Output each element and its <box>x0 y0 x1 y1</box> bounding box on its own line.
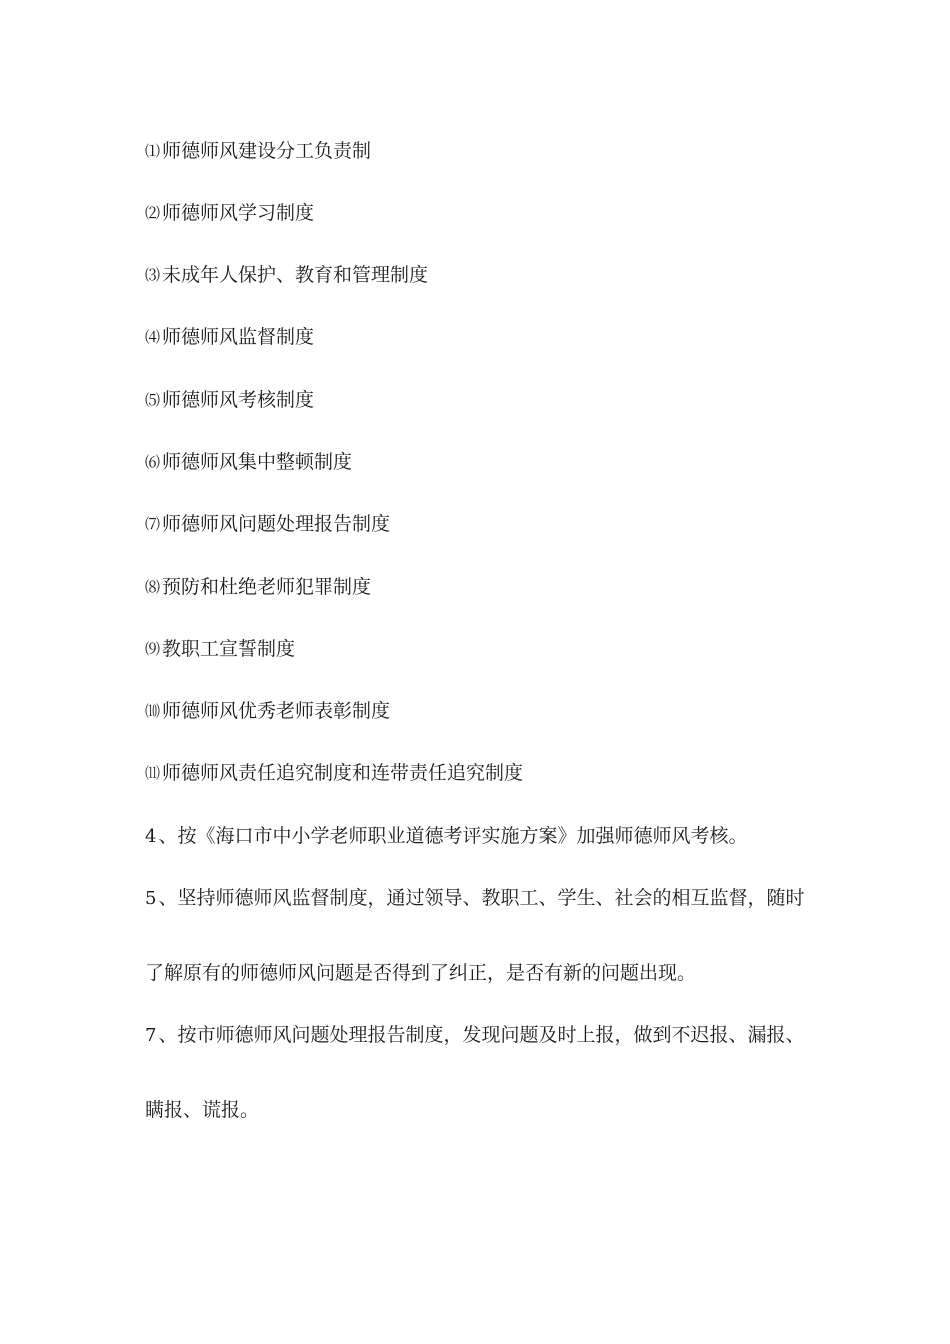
list-item <box>145 139 371 163</box>
item-number: ⑼ <box>145 640 161 658</box>
item-text: 师德师风问题处理报告制度 <box>162 513 391 535</box>
item-number: ⑻ <box>145 578 161 596</box>
item-number: ⑶ <box>145 266 161 284</box>
item-number: ⑺ <box>145 515 161 533</box>
item-number: ⑽ <box>145 702 161 720</box>
paragraph-continuation: 瞒报、谎报。 <box>145 1099 260 1121</box>
item-text: 预防和杜绝老师犯罪制度 <box>162 576 372 598</box>
item-text: 师德师风建设分工负责制 <box>162 140 372 162</box>
paragraph-number: 5 <box>145 888 157 909</box>
item-text: 师德师风监督制度 <box>162 326 315 348</box>
list-item <box>145 201 314 225</box>
item-number: ⑹ <box>145 453 161 471</box>
list-item <box>145 699 390 723</box>
item-text: 师德师风优秀老师表彰制度 <box>162 700 391 722</box>
item-number: ⑴ <box>145 142 161 160</box>
item-number: ⑸ <box>145 391 161 409</box>
list-item <box>145 512 390 536</box>
list-item <box>145 761 523 785</box>
list-item <box>145 325 314 349</box>
list-item <box>145 388 314 412</box>
paragraph-text: 、坚持师德师风监督制度，通过领导、教职工、学生、社会的相互监督，随时 <box>158 887 805 909</box>
item-number: ⑵ <box>145 204 161 222</box>
paragraph-text: 、按《海口市中小学老师职业道德考评实施方案》加强师德师风考核。 <box>158 825 748 847</box>
list-item <box>145 637 295 661</box>
list-item <box>145 575 371 599</box>
list-item <box>145 263 428 287</box>
paragraph-text: 、按市师德师风问题处理报告制度，发现问题及时上报，做到不迟报、漏报、 <box>158 1024 805 1046</box>
item-number: ⑷ <box>145 328 161 346</box>
item-text: 师德师风责任追究制度和连带责任追究制度 <box>162 762 524 784</box>
paragraph-number: 4 <box>145 826 157 847</box>
item-text: 未成年人保护、教育和管理制度 <box>162 264 429 286</box>
paragraph <box>145 886 804 911</box>
paragraph <box>145 1023 804 1048</box>
paragraph <box>145 824 747 849</box>
list-item <box>145 450 352 474</box>
item-text: 师德师风学习制度 <box>162 202 315 224</box>
item-number: ⑾ <box>145 764 161 782</box>
paragraph-continuation: 了解原有的师德师风问题是否得到了纠正，是否有新的问题出现。 <box>145 962 697 984</box>
paragraph-number: 7 <box>145 1025 157 1046</box>
item-text: 教职工宣誓制度 <box>162 638 296 660</box>
item-text: 师德师风集中整顿制度 <box>162 451 353 473</box>
item-text: 师德师风考核制度 <box>162 389 315 411</box>
